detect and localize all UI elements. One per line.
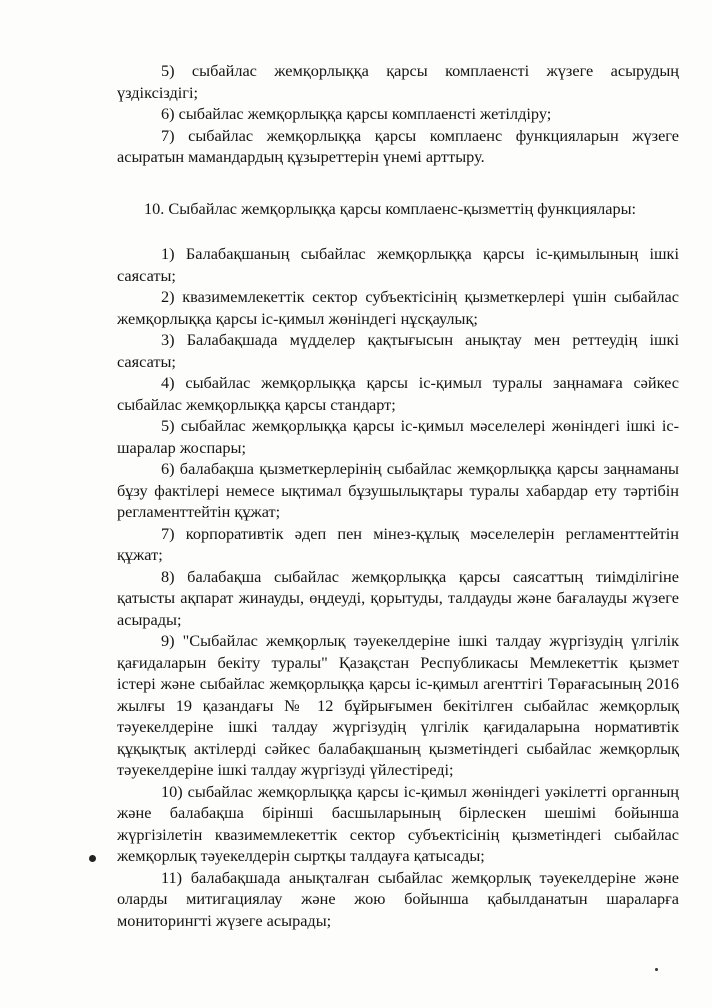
intro-item: 7) сыбайлас жемқорлыққа қарсы комплаенс функцияларын жүзеге асыратын мамандардың құзыреттерін үнемі арттыру.	[117, 125, 679, 166]
function-item: 1) Балабақшаның сыбайлас жемқорлыққа қарсы іс-қимылының ішкі саясаты;	[117, 244, 679, 285]
intro-item: 6) сыбайлас жемқорлыққа қарсы комплаенсті жетілдіру;	[161, 104, 552, 123]
function-item: 10) сыбайлас жемқорлыққа қарсы іс-қимыл жөніндегі уәкілетті органның және балабақша бірінші басшыларының бірлескен шешімі бойынша жүргізілетін квазимемлекеттік сектор субъектісінің қызметіндегі сыбайлас жемқорлық тәуекелдерін сыртқы талдауға қатысады;	[117, 781, 679, 865]
spacer	[117, 219, 679, 243]
intro-item: 5) сыбайлас жемқорлыққа қарсы комплаенсті жүзеге асырудың үздіксіздігі;	[117, 61, 679, 102]
function-item: 2) квазимемлекеттік сектор субъектісінің қызметкерлері үшін сыбайлас жемқорлыққа қарсы іс-қимыл жөніндегі нұсқаулық;	[117, 287, 679, 328]
bullet-mark	[89, 855, 96, 862]
scan-speck	[655, 968, 658, 971]
function-item: 11) балабақшада анықталған сыбайлас жемқорлық тәуекелдеріне және оларды митигациялау және жою бойынша қабылданатын шараларға мониторингті жүзеге асырады;	[117, 867, 679, 930]
function-item: 8) балабақша сыбайлас жемқорлыққа қарсы саясаттың тиімділігіне қатысты ақпарат жинауды, өңдеуді, қорытуды, талдауды және бағалауды жүзеге асырады;	[117, 566, 679, 629]
function-item: 6) балабақша қызметкерлерінің сыбайлас жемқорлыққа қарсы заңнаманы бұзу фактілері немесе ықтимал бұзушылықтары туралы хабардар ету тәртібін регламенттейтін құжат;	[117, 459, 679, 521]
function-item: 5) сыбайлас жемқорлыққа қарсы іс-қимыл мәселелері жөніндегі ішкі іс-шаралар жоспары;	[117, 416, 679, 457]
document-body	[117, 60, 679, 931]
spacer	[117, 168, 679, 198]
section-heading: 10. Сыбайлас жемқорлыққа қарсы комплаенс-қызметтің функциялары:	[144, 198, 637, 218]
function-item: 9) "Сыбайлас жемқорлық тәуекелдеріне ішкі талдау жүргізудің үлгілік қағидаларын бекіту туралы" Қазақстан Республикасы Мемлекеттік қызмет істері және сыбайлас жемқорлыққа қарсы іс-қимыл агенттігі Төрағасының 2016 жылғы 19 қазандағы № 12 бұйрығымен бекітілген сыбайлас жемқорлық тәуекелдеріне ішкі талдау жүргізудің үлгілік қағидаларына нормативтік құқықтық актілерді сәйкес балабақшаның қызметіндегі сыбайлас жемқорлық тәуекелдеріне ішкі талдау жүргізуді үйлестіреді;	[117, 631, 679, 779]
function-item: 3) Балабақшада мүдделер қақтығысын анықтау мен реттеудің ішкі саясаты;	[117, 330, 679, 371]
function-item: 7) корпоративтік әдеп пен мінез-құлық мәселелерін регламенттейтін құжат;	[117, 523, 679, 564]
function-item: 4) сыбайлас жемқорлыққа қарсы іс-қимыл туралы заңнамаға сәйкес сыбайлас жемқорлыққа қарсы стандарт;	[117, 373, 679, 414]
